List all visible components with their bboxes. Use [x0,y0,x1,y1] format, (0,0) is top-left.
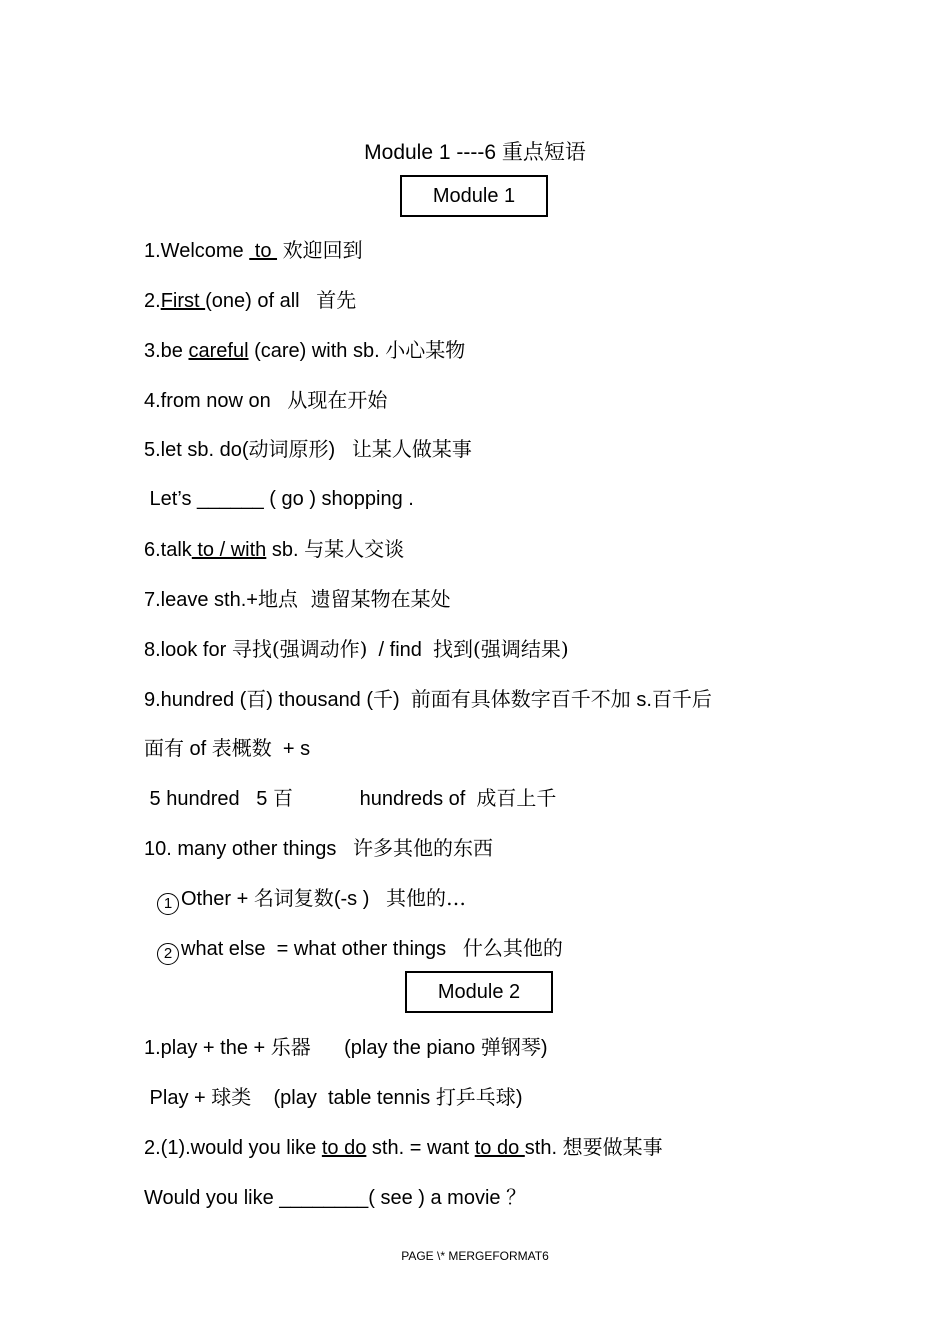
m1-phrase-8: 8.look for 寻找(强调动作) / find 找到(强调结果) [144,637,569,661]
m1-phrase-10-b: 2 what else = what other things 什么其他的 [157,935,563,965]
m1-phrase-9-example: 5 hundred 5 百 hundreds of 成百上千 [144,786,557,810]
page-footer: PAGE \* MERGEFORMAT6 [401,1249,549,1263]
circled-number-2: 2 [157,943,179,965]
module-2-header: Module 2 [405,971,553,1013]
m1-phrase-10-a: 1 Other + 名词复数(-s ) 其他的… [157,885,466,915]
m2-phrase-1-b: Play + 球类 (play table tennis 打乒乓球) [144,1085,523,1109]
m1-phrase-4: 4.from now on 从现在开始 [144,388,388,412]
m2-phrase-1: 1.play + the + 乐器 (play the piano 弹钢琴) [144,1035,548,1059]
m1-phrase-10: 10. many other things 许多其他的东西 [144,836,494,860]
m1-phrase-9: 9.hundred (百) thousand (千) 前面有具体数字百千不加 s.百千后 [144,687,712,711]
m1-phrase-6: 6.talk to / with sb. 与某人交谈 [144,537,405,561]
m1-phrase-9-cont: 面有 of 表概数 + s [144,736,311,760]
m2-phrase-2-example: Would you like ________( see ) a movie ？ [144,1185,527,1209]
m1-phrase-2: 2.First (one) of all 首先 [144,288,357,312]
m1-phrase-1: 1.Welcome to 欢迎回到 [144,238,363,262]
circled-number-1: 1 [157,893,179,915]
m2-phrase-2: 2.(1).would you like to do sth. = want to do sth. 想要做某事 [144,1135,663,1159]
page-title: Module 1 ----6 重点短语 [364,141,586,164]
m1-phrase-3: 3.be careful (care) with sb. 小心某物 [144,338,466,362]
m1-phrase-5: 5.let sb. do(动词原形) 让某人做某事 [144,437,472,461]
m1-phrase-7: 7.leave sth.+地点 遗留某物在某处 [144,587,451,611]
m1-phrase-5-example: Let’s ______ ( go ) shopping . [144,488,414,510]
module-1-header: Module 1 [400,175,548,217]
